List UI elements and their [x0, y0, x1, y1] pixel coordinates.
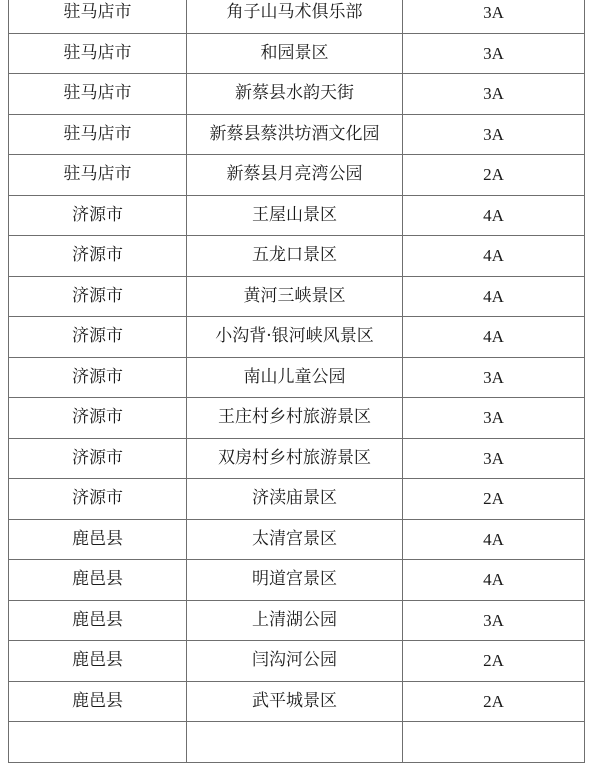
city-cell: 济源市	[9, 438, 187, 479]
scenic-spot-cell: 上清湖公园	[187, 600, 403, 641]
table-row	[9, 114, 585, 155]
scenic-spot-cell: 太清宫景区	[187, 519, 403, 560]
city-cell: 鹿邑县	[9, 681, 187, 722]
grade-cell	[403, 722, 585, 763]
city-cell: 鹿邑县	[9, 641, 187, 682]
table-row	[9, 317, 585, 358]
city-cell: 驻马店市	[9, 74, 187, 115]
scenic-spot-cell: 和园景区	[187, 33, 403, 74]
table-row	[9, 236, 585, 277]
grade-cell: 4A	[403, 317, 585, 358]
scenic-spot-cell: 双房村乡村旅游景区	[187, 438, 403, 479]
table-row	[9, 681, 585, 722]
grade-cell: 3A	[403, 357, 585, 398]
grade-cell: 4A	[403, 560, 585, 601]
scenic-spot-cell: 五龙口景区	[187, 236, 403, 277]
table-row	[9, 357, 585, 398]
scenic-spot-table	[8, 0, 585, 763]
table-row	[9, 722, 585, 763]
table-row	[9, 641, 585, 682]
grade-cell: 2A	[403, 681, 585, 722]
table-row	[9, 276, 585, 317]
grade-cell: 2A	[403, 155, 585, 196]
scenic-spot-cell: 闫沟河公园	[187, 641, 403, 682]
city-cell: 鹿邑县	[9, 560, 187, 601]
scenic-spot-cell: 黄河三峡景区	[187, 276, 403, 317]
table-row	[9, 195, 585, 236]
table-row	[9, 479, 585, 520]
city-cell: 济源市	[9, 398, 187, 439]
city-cell: 济源市	[9, 195, 187, 236]
scenic-spot-cell: 明道宫景区	[187, 560, 403, 601]
scenic-spot-table-container	[8, 0, 584, 763]
table-row	[9, 33, 585, 74]
city-cell: 鹿邑县	[9, 519, 187, 560]
city-cell: 济源市	[9, 357, 187, 398]
grade-cell: 3A	[403, 0, 585, 33]
grade-cell: 3A	[403, 438, 585, 479]
grade-cell: 4A	[403, 236, 585, 277]
scenic-spot-cell: 武平城景区	[187, 681, 403, 722]
city-cell: 济源市	[9, 479, 187, 520]
table-row	[9, 0, 585, 33]
grade-cell: 3A	[403, 33, 585, 74]
grade-cell: 3A	[403, 600, 585, 641]
table-row	[9, 438, 585, 479]
grade-cell: 4A	[403, 276, 585, 317]
scenic-spot-cell: 王屋山景区	[187, 195, 403, 236]
scenic-spot-cell: 济渎庙景区	[187, 479, 403, 520]
table-row	[9, 398, 585, 439]
table-row	[9, 519, 585, 560]
grade-cell: 3A	[403, 398, 585, 439]
grade-cell: 4A	[403, 195, 585, 236]
grade-cell: 2A	[403, 479, 585, 520]
grade-cell: 4A	[403, 519, 585, 560]
table-row	[9, 600, 585, 641]
scenic-spot-cell: 新蔡县月亮湾公园	[187, 155, 403, 196]
scenic-spot-cell	[187, 722, 403, 763]
table-row	[9, 155, 585, 196]
scenic-spot-cell: 南山儿童公园	[187, 357, 403, 398]
city-cell: 济源市	[9, 317, 187, 358]
table-row	[9, 560, 585, 601]
city-cell: 驻马店市	[9, 33, 187, 74]
scenic-spot-cell: 新蔡县水韵天街	[187, 74, 403, 115]
scenic-spot-cell: 小沟背·银河峡风景区	[187, 317, 403, 358]
city-cell	[9, 722, 187, 763]
city-cell: 驻马店市	[9, 155, 187, 196]
city-cell: 济源市	[9, 276, 187, 317]
table-body	[9, 0, 585, 763]
city-cell: 驻马店市	[9, 0, 187, 33]
grade-cell: 3A	[403, 114, 585, 155]
scenic-spot-cell: 角子山马术俱乐部	[187, 0, 403, 33]
scenic-spot-cell: 新蔡县蔡洪坊酒文化园	[187, 114, 403, 155]
city-cell: 鹿邑县	[9, 600, 187, 641]
grade-cell: 3A	[403, 74, 585, 115]
scenic-spot-cell: 王庄村乡村旅游景区	[187, 398, 403, 439]
city-cell: 济源市	[9, 236, 187, 277]
city-cell: 驻马店市	[9, 114, 187, 155]
table-row	[9, 74, 585, 115]
grade-cell: 2A	[403, 641, 585, 682]
